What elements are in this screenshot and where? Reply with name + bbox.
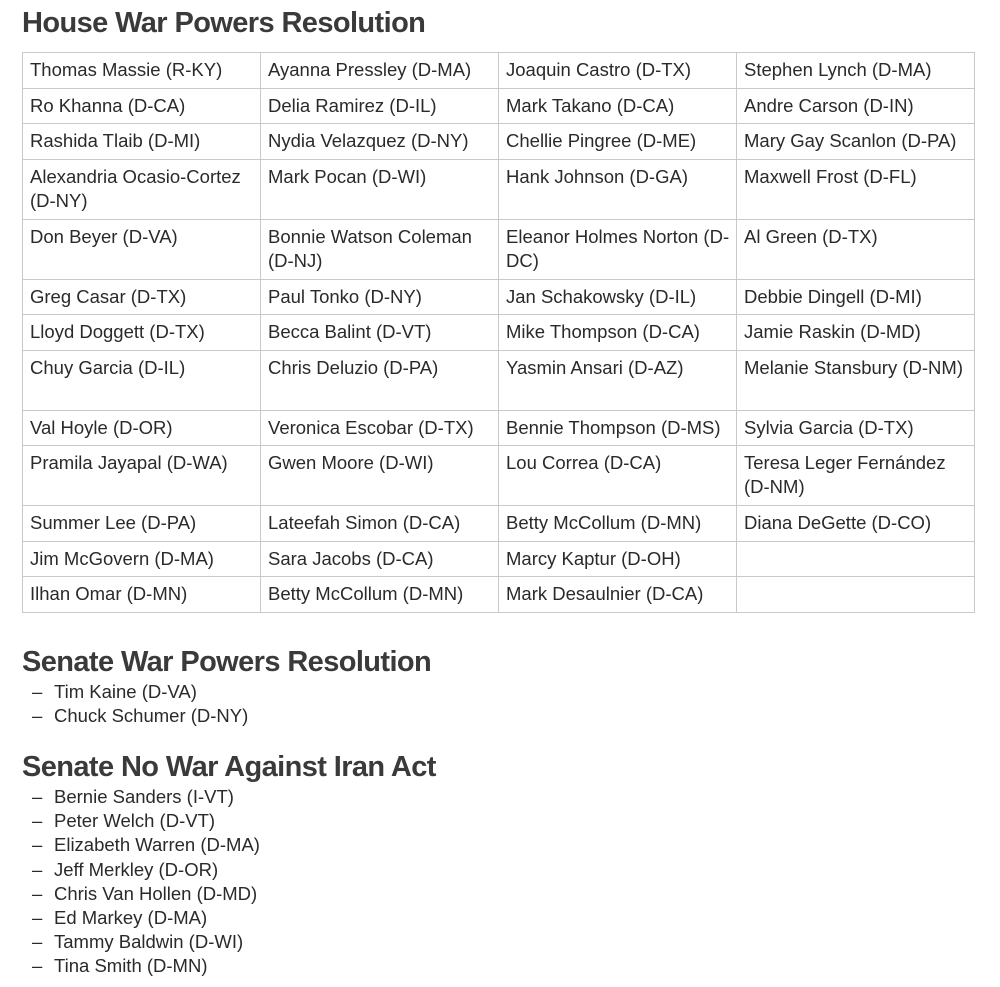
list-item-text: Tammy Baldwin (D-WI) <box>54 931 244 953</box>
table-cell: Teresa Leger Fernández (D-NM) <box>737 446 975 506</box>
list-item-text: Chuck Schumer (D-NY) <box>54 705 249 727</box>
table-cell: Mark Desaulnier (D-CA) <box>499 577 737 613</box>
list-item-text: Jeff Merkley (D-OR) <box>54 858 219 880</box>
list-marker: – <box>32 931 43 953</box>
table-cell: Bonnie Watson Coleman (D-NJ) <box>261 219 499 279</box>
list-item-text: Bernie Sanders (I-VT) <box>54 786 234 807</box>
table-cell: Marcy Kaptur (D-OH) <box>499 541 737 577</box>
table-row <box>23 219 975 279</box>
list-marker: – <box>32 834 43 856</box>
list-item <box>32 785 260 809</box>
senate-war-powers-list <box>32 680 248 728</box>
list-marker: – <box>32 786 43 807</box>
table-cell: Jamie Raskin (D-MD) <box>737 315 975 351</box>
table-cell: Greg Casar (D-TX) <box>23 279 261 315</box>
table-cell: Chris Deluzio (D-PA) <box>261 350 499 410</box>
table-cell: Joaquin Castro (D-TX) <box>499 53 737 89</box>
table-cell: Ilhan Omar (D-MN) <box>23 577 261 613</box>
table-row <box>23 279 975 315</box>
list-item-text: Tim Kaine (D-VA) <box>54 681 197 702</box>
table-cell: Val Hoyle (D-OR) <box>23 410 261 446</box>
table-cell: Thomas Massie (R-KY) <box>23 53 261 89</box>
table-cell: Melanie Stansbury (D-NM) <box>737 350 975 410</box>
table-cell-empty <box>737 577 975 613</box>
senate-war-powers-title: Senate War Powers Resolution <box>22 646 432 678</box>
table-cell: Mike Thompson (D-CA) <box>499 315 737 351</box>
table-cell: Al Green (D-TX) <box>737 219 975 279</box>
table-cell: Delia Ramirez (D-IL) <box>261 88 499 124</box>
senate-no-war-iran-title: Senate No War Against Iran Act <box>22 751 436 783</box>
table-cell-empty <box>737 541 975 577</box>
table-cell: Don Beyer (D-VA) <box>23 219 261 279</box>
list-marker: – <box>32 705 43 727</box>
table-row <box>23 53 975 89</box>
table-cell: Mark Takano (D-CA) <box>499 88 737 124</box>
table-cell: Sylvia Garcia (D-TX) <box>737 410 975 446</box>
table-cell: Jim McGovern (D-MA) <box>23 541 261 577</box>
table-cell: Andre Carson (D-IN) <box>737 88 975 124</box>
list-item <box>32 833 260 857</box>
table-cell: Ayanna Pressley (D-MA) <box>261 53 499 89</box>
list-marker: – <box>32 681 43 702</box>
list-item-text: Ed Markey (D-MA) <box>54 907 208 929</box>
list-marker: – <box>32 810 43 832</box>
table-cell: Chuy Garcia (D-IL) <box>23 350 261 410</box>
table-cell: Gwen Moore (D-WI) <box>261 446 499 506</box>
house-cosponsors-table <box>22 52 975 613</box>
table-cell: Diana DeGette (D-CO) <box>737 506 975 542</box>
table-row <box>23 88 975 124</box>
list-item <box>32 809 260 833</box>
table-row <box>23 350 975 410</box>
table-cell: Alexandria Ocasio-Cortez (D-NY) <box>23 159 261 219</box>
table-cell: Lou Correa (D-CA) <box>499 446 737 506</box>
table-cell: Lateefah Simon (D-CA) <box>261 506 499 542</box>
list-item-text: Elizabeth Warren (D-MA) <box>54 834 260 856</box>
table-cell: Lloyd Doggett (D-TX) <box>23 315 261 351</box>
table-cell: Nydia Velazquez (D-NY) <box>261 124 499 160</box>
table-cell: Hank Johnson (D-GA) <box>499 159 737 219</box>
table-cell: Chellie Pingree (D-ME) <box>499 124 737 160</box>
list-marker: – <box>32 955 43 977</box>
table-cell: Debbie Dingell (D-MI) <box>737 279 975 315</box>
table-cell: Mark Pocan (D-WI) <box>261 159 499 219</box>
table-cell: Veronica Escobar (D-TX) <box>261 410 499 446</box>
table-cell: Mary Gay Scanlon (D-PA) <box>737 124 975 160</box>
table-row <box>23 506 975 542</box>
table-cell: Pramila Jayapal (D-WA) <box>23 446 261 506</box>
list-item <box>32 858 260 882</box>
list-item <box>32 930 260 954</box>
senate-no-war-iran-list <box>32 785 260 979</box>
list-item <box>32 882 260 906</box>
list-item-text: Tina Smith (D-MN) <box>54 955 208 977</box>
list-marker: – <box>32 882 43 904</box>
table-cell: Paul Tonko (D-NY) <box>261 279 499 315</box>
house-section-title: House War Powers Resolution <box>22 7 426 39</box>
table-row <box>23 410 975 446</box>
table-cell: Betty McCollum (D-MN) <box>261 577 499 613</box>
table-cell: Sara Jacobs (D-CA) <box>261 541 499 577</box>
table-row <box>23 159 975 219</box>
list-item <box>32 704 248 728</box>
table-cell: Summer Lee (D-PA) <box>23 506 261 542</box>
table-row <box>23 577 975 613</box>
table-cell: Betty McCollum (D-MN) <box>499 506 737 542</box>
table-cell: Yasmin Ansari (D-AZ) <box>499 350 737 410</box>
list-item-text: Peter Welch (D-VT) <box>54 810 216 832</box>
list-item <box>32 680 248 704</box>
table-cell: Rashida Tlaib (D-MI) <box>23 124 261 160</box>
table-row <box>23 315 975 351</box>
list-item <box>32 906 260 930</box>
table-cell: Jan Schakowsky (D-IL) <box>499 279 737 315</box>
table-cell: Bennie Thompson (D-MS) <box>499 410 737 446</box>
table-cell: Eleanor Holmes Norton (D-DC) <box>499 219 737 279</box>
table-cell: Ro Khanna (D-CA) <box>23 88 261 124</box>
list-item-text: Chris Van Hollen (D-MD) <box>54 882 258 904</box>
table-row <box>23 541 975 577</box>
list-item <box>32 954 260 978</box>
table-row <box>23 446 975 506</box>
table-row <box>23 124 975 160</box>
table-cell: Becca Balint (D-VT) <box>261 315 499 351</box>
list-marker: – <box>32 907 43 929</box>
table-cell: Maxwell Frost (D-FL) <box>737 159 975 219</box>
list-marker: – <box>32 858 43 880</box>
table-cell: Stephen Lynch (D-MA) <box>737 53 975 89</box>
